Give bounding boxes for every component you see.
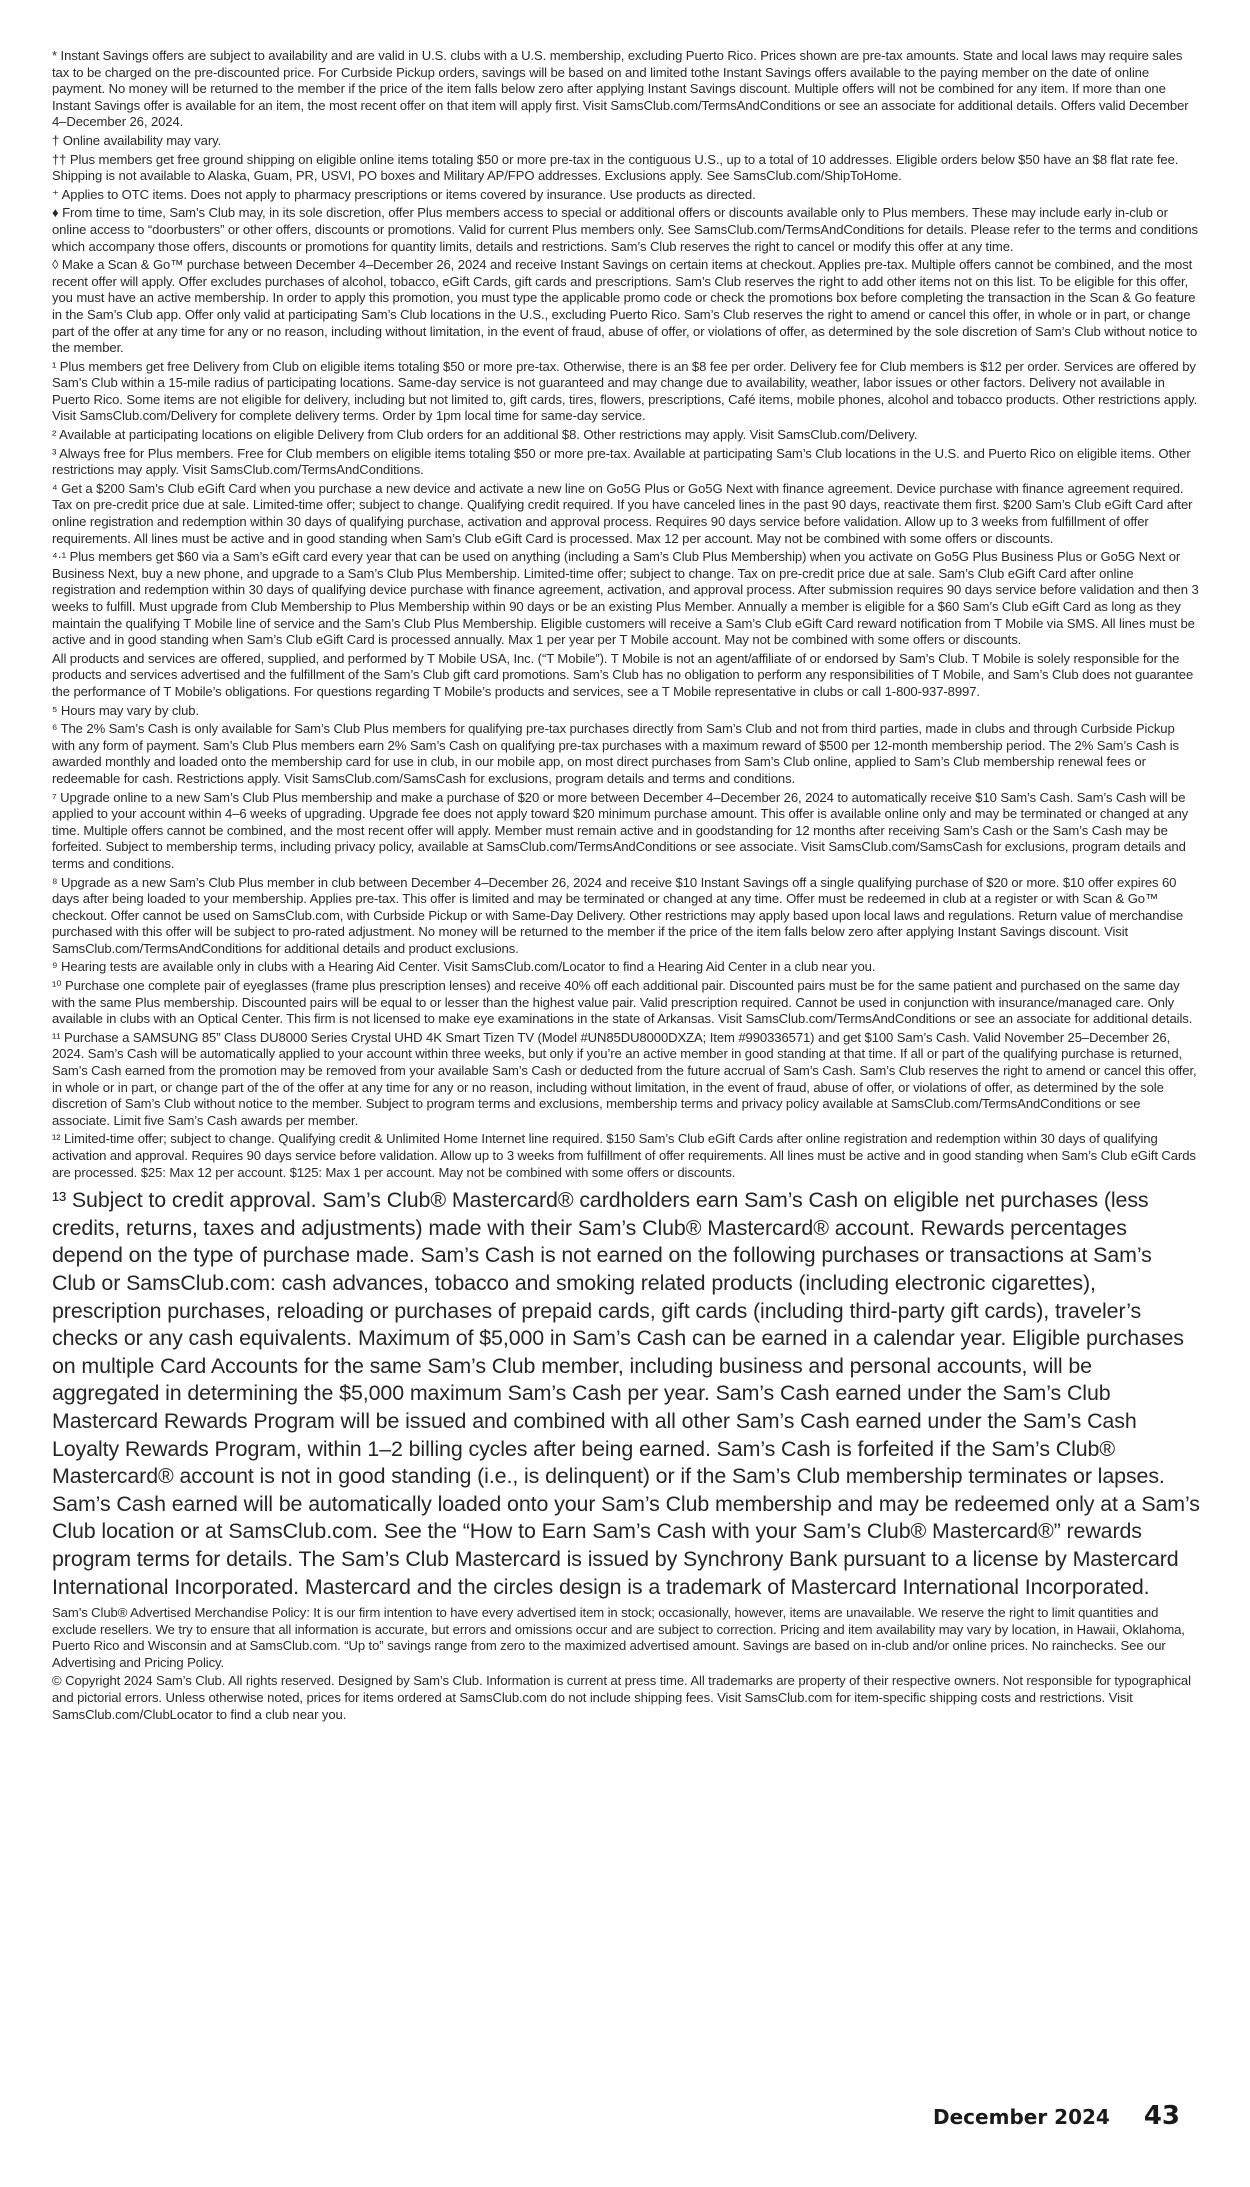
footnote-paragraph: ⁵ Hours may vary by club. xyxy=(52,702,200,718)
footnotes-body xyxy=(52,48,1200,1723)
footnote-paragraph: ¹¹ Purchase a SAMSUNG 85” Class DU8000 Series Crystal UHD 4K Smart Tizen TV (Model #UN85DU8000DXZA; Item #990336571) and get $100 Sam’s Cash. Valid November 25–December 26, 2024. Sam’s Cash will be automatically applied to your account within three weeks, but only if you’re an active member in good standing at that time. If all or part of the qualifying purchase is returned, Sam’s Cash earned from the promotion may be removed from your available Sam’s Cash or deducted from the future accrual of Sam’s Cash. Sam’s Club reserves the right to amend or cancel this offer, in whole or in part, or change part of the of the offer at any time for any or no reason, including without limitation, in the event of fraud, abuse of offer, or violations of offer, as determined by the sole discretion of Sam’s Club without notice to the member. Subject to program terms and exclusions, membership terms and privacy policy available at SamsClub.com/TermsAndConditions or see associate. Limit five Sam’s Cash awards per member. xyxy=(52,1029,1197,1128)
page-footer xyxy=(933,2101,1180,2131)
disclaimer-page xyxy=(52,48,1200,1725)
footnote-paragraph: ⁸ Upgrade as a new Sam’s Club Plus member in club between December 4–December 26, 2024 and receive $10 Instant Savings off a single qualifying purchase of $20 or more. $10 offer expires 60 days after being loaded to your membership. Applies pre-tax. This offer is limited and may be terminated or changed at any time. Offer must be redeemed in club at a register or with Scan & Go™ checkout. Offer cannot be used on SamsClub.com, with Curbside Pickup or with Same-Day Delivery. Other restrictions may apply based upon local laws and regulations. Return value of merchandise purchased with this offer will be subject to pro-rated adjustment. No money will be returned to the member if the price of the item falls below zero after applying Instant Savings discount. Visit SamsClub.com/TermsAndConditions for additional details and product exclusions. xyxy=(52,874,1184,956)
footnote-paragraph: ⁴ Get a $200 Sam’s Club eGift Card when you purchase a new device and activate a new line on Go5G Plus or Go5G Next with finance agreement. Device purchase with finance agreement required. Tax on pre-credit price due at sale. Limited-time offer; subject to change. Qualifying credit required. If you have canceled lines in the past 90 days, reactivate them first. $200 Sam’s Club eGift Card after online registration and redemption within 30 days of qualifying purchase, activation and approval process. Requires 90 days service before validation. Allow up to 3 weeks from fulfillment of offer requirements. All lines must be active and in good standing when Sam’s Club eGift Card is processed. Max 12 per account. May not be combined with some offers or discounts. xyxy=(52,480,1193,546)
issue-date: December 2024 xyxy=(933,2105,1110,2129)
footnote-paragraph: †† Plus members get free ground shipping on eligible online items totaling $50 or more pre-tax in the contiguous U.S., up to a total of 10 addresses. Eligible orders below $50 have an $8 flat rate fee. Shipping is not available to Alaska, Guam, PR, USVI, PO boxes and Military AP/FPO addresses. Exclusions apply. See SamsClub.com/ShipToHome. xyxy=(52,151,1179,184)
footnote-paragraph: ◊ Make a Scan & Go™ purchase between December 4–December 26, 2024 and receive Instant Savings on certain items at checkout. Applies pre-tax. Multiple offers cannot be combined, and the most recent offer will apply. Offer excludes purchases of alcohol, tobacco, eGift Cards, gift cards and prescriptions. Sam’s Club reserves the right to add other items not on this list. To be eligible for this offer, you must have an active membership. In order to apply this promotion, you must type the applicable promo code or check the promotions box before completing the transaction in the Scan & Go feature in the Sam’s Club app. Offer only valid at participating Sam’s Club locations in the U.S., excluding Puerto Rico. Sam’s Club reserves the right to amend or cancel this offer, in whole or in part, or change part of the offer at any time for any or no reason, including without limitation, in the event of fraud, abuse of offer, or violations of offer, as determined by the sole discretion of Sam’s Club without notice to the member. xyxy=(52,257,1198,356)
footnote-paragraph: † Online availability may vary. xyxy=(52,132,222,148)
footnote-paragraph: ³ Always free for Plus members. Free for Club members on eligible items totaling $50 or more pre-tax. Available at participating Sam’s Club locations in the U.S. and Puerto Rico on eligible items. Other restrictions may apply. Visit SamsClub.com/TermsAndConditions. xyxy=(52,445,1191,478)
footnote-paragraph: ¹² Limited-time offer; subject to change. Qualifying credit & Unlimited Home Internet line required. $150 Sam’s Club eGift Cards after online registration and redemption within 30 days of qualifying activation and approval. Requires 90 days service before validation. Allow up to 3 weeks from fulfillment of offer requirements. All lines must be active and in good standing when Sam’s Club eGift Cards are processed. $25: Max 12 per account. $125: Max 1 per account. May not be combined with some offers or discounts. xyxy=(52,1131,1196,1180)
footnote-paragraph: ⁴·¹ Plus members get $60 via a Sam’s eGift card every year that can be used on anything (including a Sam’s Club Plus Membership) when you activate on Go5G Plus Business Plus or Go5G Next or Business Next, buy a new phone, and upgrade to a Sam’s Club Plus Membership. Limited-time offer; subject to change. Tax on pre-credit price due at sale. Sam’s Club eGift Card after online registration and redemption within 30 days of qualifying device purchase with finance agreement, activation, and approval process. After submission requires 90 days service before validation and then 3 weeks to fulfill. Must upgrade from Club Membership to Plus Membership within 90 days or be an existing Plus Member. Annually a member is eligible for a $60 Sam’s Club eGift Card as long as they maintain the qualifying T Mobile line of service and the Sam’s Club Plus Membership. Eligible customers will receive a Sam’s Club eGift Card reward notification from T Mobile via SMS. All lines must be active and in good standing when Sam’s Club eGift Card is processed annually. Max 1 per year per T Mobile account. May not be combined with some offers or discounts. xyxy=(52,549,1199,648)
footnote-paragraph: ⁷ Upgrade online to a new Sam’s Club Plus membership and make a purchase of $20 or more between December 4–December 26, 2024 to automatically receive $10 Sam’s Cash. Sam’s Cash will be applied to your account within 4–6 weeks of upgrading. Upgrade fee does not apply toward $20 minimum purchase amount. This offer is available online only and may be terminated or changed at any time. Multiple offers cannot be combined, and the most recent offer will apply. Member must remain active and in goodstanding for 12 months after receiving Sam’s Cash or the Sam’s Cash may be forfeited. Subject to membership terms, including privacy policy, available at SamsClub.com/TermsAndConditions or see associate. Visit SamsClub.com/SamsCash for exclusions, program details and terms and conditions. xyxy=(52,789,1189,871)
footnote-paragraph: ² Available at participating locations on eligible Delivery from Club orders for an additional $8. Other restrictions may apply. Visit SamsClub.com/Delivery. xyxy=(52,427,918,443)
footnote-paragraph: ¹ Plus members get free Delivery from Club on eligible items totaling $50 or more pre-tax. Otherwise, there is an $8 fee per order. Delivery fee for Club members is $12 per order. Services are offered by Sam’s Club within a 15-mile radius of participating locations. Same-day service is not guaranteed and may change due to availability, weather, labor issues or other factors. Delivery not available in Puerto Rico. Some items are not eligible for delivery, including but not limited to, gift cards, tires, flowers, prescriptions, Café items, mobile phones, alcohol and tobacco products. Other restrictions apply. Visit SamsClub.com/Delivery for complete delivery terms. Order by 1pm local time for same-day service. xyxy=(52,358,1198,424)
footnote-paragraph: ⁹ Hearing tests are available only in clubs with a Hearing Aid Center. Visit SamsClub.com/Locator to find a Hearing Aid Center in a club near you. xyxy=(52,959,876,975)
credit-card-disclaimer: ¹³ Subject to credit approval. Sam’s Club® Mastercard® cardholders earn Sam’s Cash on eligible net purchases (less credits, returns, taxes and adjustments) made with their Sam’s Club® Mastercard® account. Rewards percentages depend on the type of purchase made. Sam’s Cash is not earned on the following purchases or transactions at Sam’s Club or SamsClub.com: cash advances, tobacco and smoking related products (including electronic cigarettes), prescription purchases, reloading or purchases of prepaid cards, gift cards (including third-party gift cards), traveler’s checks or any cash equivalents. Maximum of $5,000 in Sam’s Cash can be earned in a calendar year. Eligible purchases on multiple Card Accounts for the same Sam’s Club member, including business and personal accounts, will be aggregated in determining the $5,000 maximum Sam’s Cash per year. Sam’s Cash earned under the Sam’s Club Mastercard Rewards Program will be issued and combined with all other Sam’s Cash earned under the Sam’s Cash Loyalty Rewards Program, within 1–2 billing cycles after being earned. Sam’s Cash is forfeited if the Sam’s Club® Mastercard® account is not in good standing (i.e., is delinquent) or if the Sam’s Club membership terminates or lapses. Sam’s Cash earned will be automatically loaded onto your Sam’s Club membership and may be redeemed only at a Sam’s Club location or at SamsClub.com. See the “How to Earn Sam’s Cash with your Sam’s Club® Mastercard®” rewards program terms for details. The Sam’s Club Mastercard is issued by Synchrony Bank pursuant to a license by Mastercard International Incorporated. Mastercard and the circles design is a trademark of Mastercard International Incorporated. xyxy=(52,1188,1200,1599)
footnote-paragraph: © Copyright 2024 Sam’s Club. All rights reserved. Designed by Sam’s Club. Information is current at press time. All trademarks are property of their respective owners. Not responsible for typographical and pictorial errors. Unless otherwise noted, prices for items ordered at SamsClub.com do not include shipping fees. Visit SamsClub.com for item-specific shipping costs and restrictions. Visit SamsClub.com/ClubLocator to find a club near you. xyxy=(52,1673,1191,1722)
footnote-paragraph: Sam’s Club® Advertised Merchandise Policy: It is our firm intention to have every advertised item in stock; occasionally, however, items are unavailable. We reserve the right to limit quantities and exclude resellers. We try to ensure that all information is accurate, but errors and omissions occur and are subject to correction. Pricing and item availability may vary by location, in Hawaii, Oklahoma, Puerto Rico and Wisconsin and at SamsClub.com. “Up to” savings range from zero to the maximized advertised amount. Savings are based on in-club and/or online prices. No rainchecks. See our Advertising and Pricing Policy. xyxy=(52,1605,1185,1670)
footnote-paragraph: ¹⁰ Purchase one complete pair of eyeglasses (frame plus prescription lenses) and receive 40% off each additional pair. Discounted pairs must be for the same patient and purchased on the same day with the same Plus membership. Discounted pairs will be equal to or lesser than the highest value pair. Valid prescription required. Cannot be used in conjunction with insurance/managed care. Only available in clubs with an Optical Center. This firm is not licensed to make eye examinations in the state of Arkansas. Visit SamsClub.com/TermsAndConditions or see an associate for additional details. xyxy=(52,978,1193,1027)
footnote-paragraph: * Instant Savings offers are subject to availability and are valid in U.S. clubs with a U.S. membership, excluding Puerto Rico. Prices shown are pre-tax amounts. State and local laws may require sales tax to be charged on the pre-discounted price. For Curbside Pickup orders, savings will be based on and limited tothe Instant Savings offers available to the paying member on the date of online payment. No money will be returned to the member if the price of the item falls below zero after applying Instant Savings discount. Multiple offers will not be combined for any item. If more than one Instant Savings offer is available for an item, the most recent offer on that item will apply first. Visit SamsClub.com/TermsAndConditions or see an associate for additional details. Offers valid December 4–December 26, 2024. xyxy=(52,48,1189,130)
footnote-paragraph: ⁺ Applies to OTC items. Does not apply to pharmacy prescriptions or items covered by insurance. Use products as directed. xyxy=(52,186,756,202)
footnote-paragraph: ⁶ The 2% Sam’s Cash is only available for Sam’s Club Plus members for qualifying pre-tax purchases directly from Sam’s Club and not from third parties, made in clubs and through Curbside Pickup with any form of payment. Sam’s Club Plus members earn 2% Sam’s Cash on qualifying pre-tax purchases with a maximum reward of $500 per 12-month membership period. The 2% Sam’s Cash is awarded monthly and loaded onto the membership card for use in club, in our mobile app, on most direct purchases from Sam’s Club online, applied to Sam’s Club membership renewal fees or redeemable for cash. Restrictions apply. Visit SamsClub.com/SamsCash for exclusions, program details and terms and conditions. xyxy=(52,721,1179,786)
page-number: 43 xyxy=(1143,2101,1180,2131)
footnote-paragraph: ♦ From time to time, Sam’s Club may, in its sole discretion, offer Plus members access to special or additional offers or discounts available only to Plus members. These may include early in-club or online access to “doorbusters” or other offers, discounts or promotions. Valid for current Plus members only. See SamsClub.com/TermsAndConditions for details. Please refer to the terms and conditions which accompany those offers, discounts or promotions for quantity limits, details and restrictions. Sam’s Club reserves the right to cancel or modify this offer at any time. xyxy=(52,205,1198,254)
footnote-paragraph: All products and services are offered, supplied, and performed by T Mobile USA, Inc. (“T Mobile”). T Mobile is not an agent/affiliate of or endorsed by Sam’s Club. T Mobile is solely responsible for the products and services advertised and the fulfillment of the Sam’s Club gift card promotions. Sam’s Club has no obligation to perform any responsibilities of T Mobile, and Sam’s Club does not guarantee the performance of T Mobile’s obligations. For questions regarding T Mobile’s products and services, see a T Mobile representative in clubs or call 1-800-937-8997. xyxy=(52,650,1194,699)
